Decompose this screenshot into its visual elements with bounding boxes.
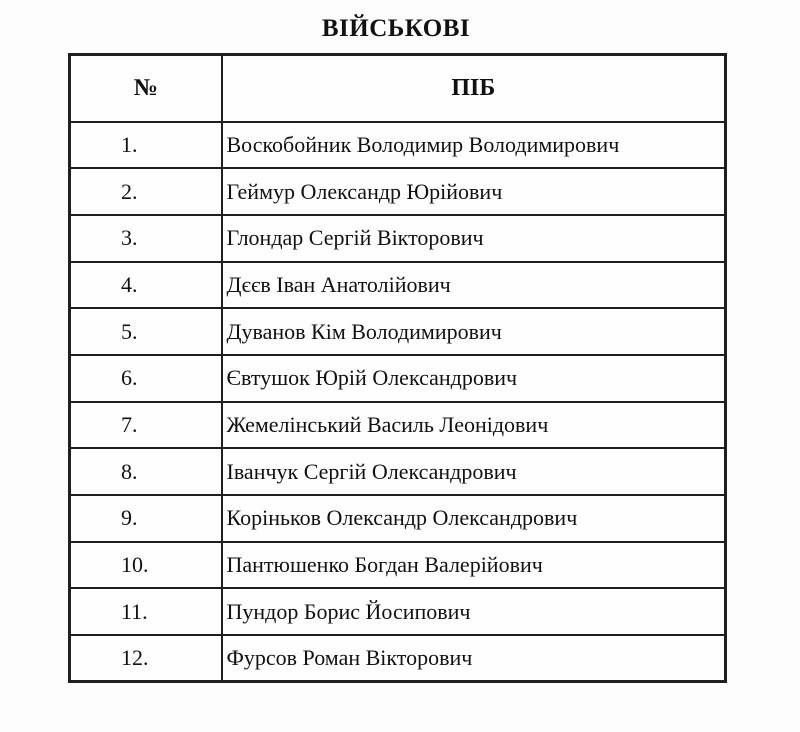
table-row	[70, 308, 726, 355]
person-name-cell: Дуванов Кім Володимирович	[222, 308, 726, 355]
person-name-cell: Євтушок Юрій Олександрович	[222, 355, 726, 402]
person-name-cell: Дєєв Іван Анатолійович	[222, 262, 726, 309]
table-row	[70, 262, 726, 309]
table-row	[70, 355, 726, 402]
column-header-name: ПІБ	[222, 55, 726, 122]
person-name-cell: Глондар Сергій Вікторович	[222, 215, 726, 262]
person-name-cell: Іванчук Сергій Олександрович	[222, 448, 726, 495]
table-row	[70, 402, 726, 449]
row-number-cell: 1.	[70, 122, 222, 169]
row-number-cell: 7.	[70, 402, 222, 449]
person-name-cell: Жемелінський Василь Леонідович	[222, 402, 726, 449]
table-row	[70, 542, 726, 589]
person-name-cell: Воскобойник Володимир Володимирович	[222, 122, 726, 169]
header-row	[70, 55, 726, 122]
table-row	[70, 635, 726, 682]
roster-body	[70, 122, 726, 682]
table-row	[70, 448, 726, 495]
row-number-cell: 3.	[70, 215, 222, 262]
row-number-cell: 9.	[70, 495, 222, 542]
row-number-cell: 12.	[70, 635, 222, 682]
row-number-cell: 8.	[70, 448, 222, 495]
column-header-number: №	[70, 55, 222, 122]
person-name-cell: Геймур Олександр Юрійович	[222, 168, 726, 215]
table-row	[70, 215, 726, 262]
person-name-cell: Пундор Борис Йосипович	[222, 588, 726, 635]
military-roster-table	[68, 53, 727, 683]
row-number-cell: 4.	[70, 262, 222, 309]
row-number-cell: 5.	[70, 308, 222, 355]
row-number-cell: 6.	[70, 355, 222, 402]
table-row	[70, 495, 726, 542]
page-title: ВІЙСЬКОВІ	[321, 15, 471, 42]
table-row	[70, 168, 726, 215]
person-name-cell: Коріньков Олександр Олександрович	[222, 495, 726, 542]
row-number-cell: 2.	[70, 168, 222, 215]
person-name-cell: Фурсов Роман Вікторович	[222, 635, 726, 682]
table-row	[70, 588, 726, 635]
row-number-cell: 10.	[70, 542, 222, 589]
row-number-cell: 11.	[70, 588, 222, 635]
person-name-cell: Пантюшенко Богдан Валерійович	[222, 542, 726, 589]
table-row	[70, 122, 726, 169]
